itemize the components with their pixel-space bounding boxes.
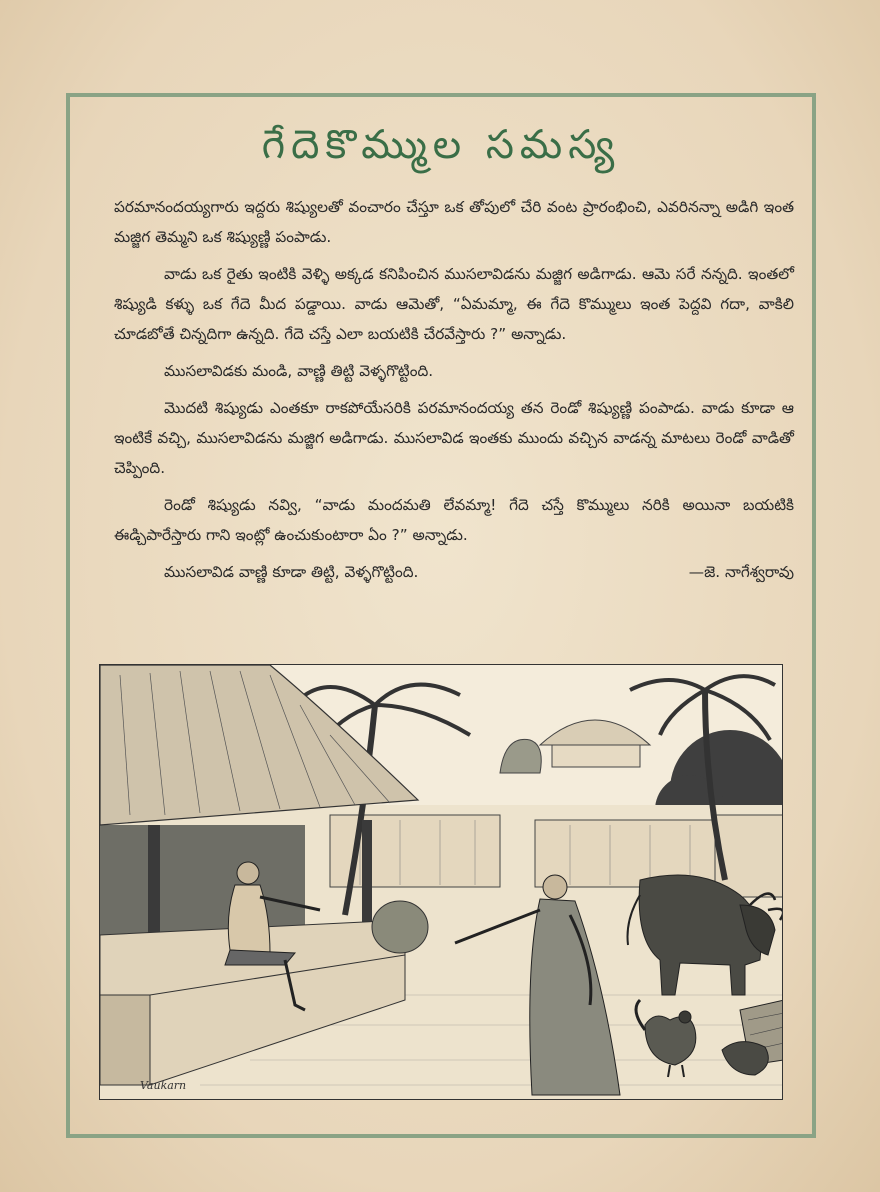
story-closing [114,557,794,587]
author-credit: —జె. నాగేశ్వరావు [688,563,794,581]
story-paragraph: రెండో శిష్యుడు నవ్వి, “వాడు మందమతి లేవమ్మా! గేదె చస్తే కొమ్ములు నరికి అయినా బయటికి ఈడ్చిపారేస్తారు గాని ఇంట్లో ఉంచుకుంటారా ఏం ?” అన్నాడు. [114,496,794,544]
story-paragraph: ముసలావిడకు మండి, వాణ్ణి తిట్టి వెళ్ళగొట్టింది. [164,362,434,380]
story-illustration [99,664,783,1100]
closing-line: ముసలావిడ వాణ్ణి కూడా తిట్టి, వెళ్ళగొట్టింది. [164,563,419,581]
story-paragraph: పరమానందయ్యగారు ఇద్దరు శిష్యులతో వంచారం చేస్తూ ఒక తోపులో చేరి వంట ప్రారంభించి, ఎవరినన్నా అడిగి ఇంత మజ్జిగ తెమ్మని ఒక శిష్యుణ్ణి పంపాడు. [114,198,794,246]
story-title: గేదెకొమ్ముల సమస్య [261,122,621,168]
haystack [372,901,428,953]
story-body [114,192,794,587]
story-paragraph: మొదటి శిష్యుడు ఎంతకూ రాకపోయేసరికి పరమానందయ్య తన రెండో శిష్యుణ్ణి పంపాడు. వాడు కూడా ఆ ఇంటికే వచ్చి, ముసలావిడను మజ్జిగ అడిగాడు. ముసలావిడ ఇంతకు ముందు వచ్చిన వాడన్న మాటలు రెండో వాడితో చెప్పింది. [114,399,794,477]
artist-signature: Vaukarn [140,1079,187,1092]
story-paragraph: వాడు ఒక రైతు ఇంటికి వెళ్ళి అక్కడ కనిపించిన ముసలావిడను మజ్జిగ అడిగాడు. ఆమె సరే నన్నది. ఇంతలో శిష్యుడి కళ్ళు ఒక గేదె మీద పడ్డాయి. వాడు ఆమెతో, “ఏమమ్మా, ఈ గేదె కొమ్ములు ఇంత పెద్దవి గదా, వాకిలి చూడబోతే చిన్నదిగా ఉన్నది. గేదె చస్తే ఎలా బయటికి చేరవేస్తారు ?” అన్నాడు. [114,265,794,343]
